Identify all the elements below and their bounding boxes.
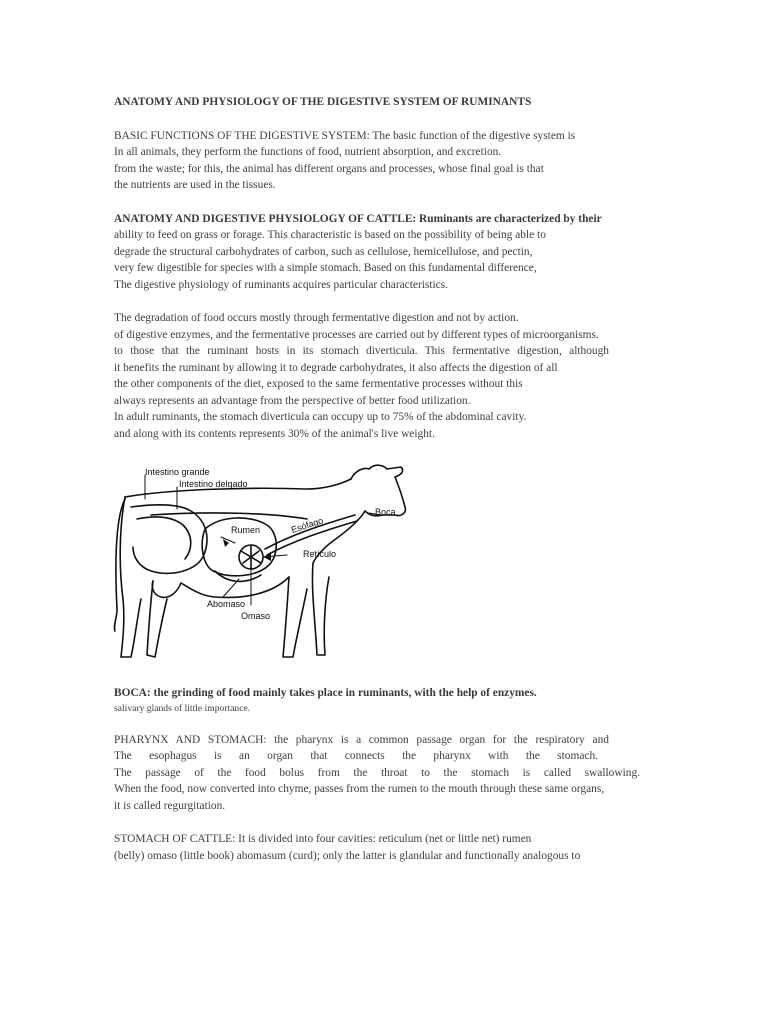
- label-reticulo: Retículo: [303, 549, 337, 559]
- label-esofago: Esófago: [289, 515, 325, 535]
- paragraph-line: The esophagus is an organ that connects the pharynx with the stomach.: [114, 750, 598, 762]
- label-intestino-grande: Intestino grande: [145, 467, 210, 477]
- section-heading: BOCA: the grinding of food mainly takes place in ruminants, with the help of enzymes.: [114, 687, 537, 699]
- label-intestino-delgado: Intestino delgado: [179, 479, 248, 489]
- paragraph-line: to those that the ruminant hosts in its stomach diverticula. This fermentative digestion, although: [114, 345, 609, 357]
- paragraph-line: When the food, now converted into chyme, passes from the rumen to the mouth through these same organs,: [114, 783, 605, 795]
- document-page: [114, 94, 644, 864]
- cow-illustration: [111, 459, 411, 671]
- paragraph-line: the nutrients are used in the tissues.: [114, 179, 276, 191]
- pharynx-paragraph: [114, 732, 644, 815]
- paragraph-line: the other components of the diet, exposed to the same fermentative processes without this: [114, 378, 523, 390]
- paragraph-line: from the waste; for this, the animal has different organs and processes, whose final goal is that: [114, 162, 544, 175]
- label-boca: Boca: [375, 507, 396, 517]
- paragraph-line: degrade the structural carbohydrates of carbon, such as cellulose, hemicellulose, and pectin,: [114, 245, 533, 258]
- paragraph-line: always represents an advantage from the perspective of better food utilization.: [114, 394, 471, 407]
- paragraph-line: ability to feed on grass or forage. This characteristic is based on the possibility of being able to: [114, 229, 546, 241]
- paragraph-line: PHARYNX AND STOMACH: the pharynx is a common passage organ for the respiratory and: [114, 733, 609, 746]
- cattle-digestive-diagram: [111, 459, 411, 671]
- paragraph-line: STOMACH OF CATTLE: It is divided into four cavities: reticulum (net or little net) rumen: [114, 833, 532, 845]
- paragraph-line: In adult ruminants, the stomach diverticula can occupy up to 75% of the abdominal cavity.: [114, 411, 527, 423]
- label-abomaso: Abomaso: [207, 599, 246, 609]
- fermentation-paragraph: [114, 310, 644, 442]
- paragraph-line: The degradation of food occurs mostly through fermentative digestion and not by action.: [114, 312, 519, 324]
- paragraph-line: of digestive enzymes, and the fermentative processes are carried out by different types of microorganisms.: [114, 328, 599, 341]
- boca-paragraph: [114, 685, 644, 715]
- paragraph-line: it is called regurgitation.: [114, 799, 226, 812]
- section-heading: ANATOMY AND DIGESTIVE PHYSIOLOGY OF CATTLE: Ruminants are characterized by their: [114, 212, 602, 225]
- paragraph-line: salivary glands of little importance.: [114, 702, 251, 714]
- cattle-physiology-paragraph: [114, 211, 644, 294]
- paragraph-line: it benefits the ruminant by allowing it to degrade carbohydrates, it also affects the digestion of all: [114, 361, 558, 374]
- label-rumen: Rumen: [231, 525, 261, 535]
- basic-functions-paragraph: [114, 128, 644, 194]
- paragraph-line: very few digestible for species with a simple stomach. Based on this fundamental difference,: [114, 262, 537, 274]
- paragraph-line: and along with its contents represents 30% of the animal's live weight.: [114, 427, 435, 440]
- paragraph-line: BASIC FUNCTIONS OF THE DIGESTIVE SYSTEM: The basic function of the digestive system is: [114, 129, 576, 142]
- paragraph-line: In all animals, they perform the functions of food, nutrient absorption, and excretion.: [114, 146, 502, 158]
- paragraph-line: (belly) omaso (little book) abomasum (curd); only the latter is glandular and functionally analogous to: [114, 849, 581, 862]
- paragraph-line: The passage of the food bolus from the throat to the stomach is called swallowing.: [114, 766, 640, 779]
- document-title: ANATOMY AND PHYSIOLOGY OF THE DIGESTIVE SYSTEM OF RUMINANTS: [114, 96, 532, 108]
- stomach-paragraph: [114, 831, 644, 864]
- paragraph-line: The digestive physiology of ruminants acquires particular characteristics.: [114, 278, 449, 291]
- label-omaso: Omaso: [241, 611, 271, 621]
